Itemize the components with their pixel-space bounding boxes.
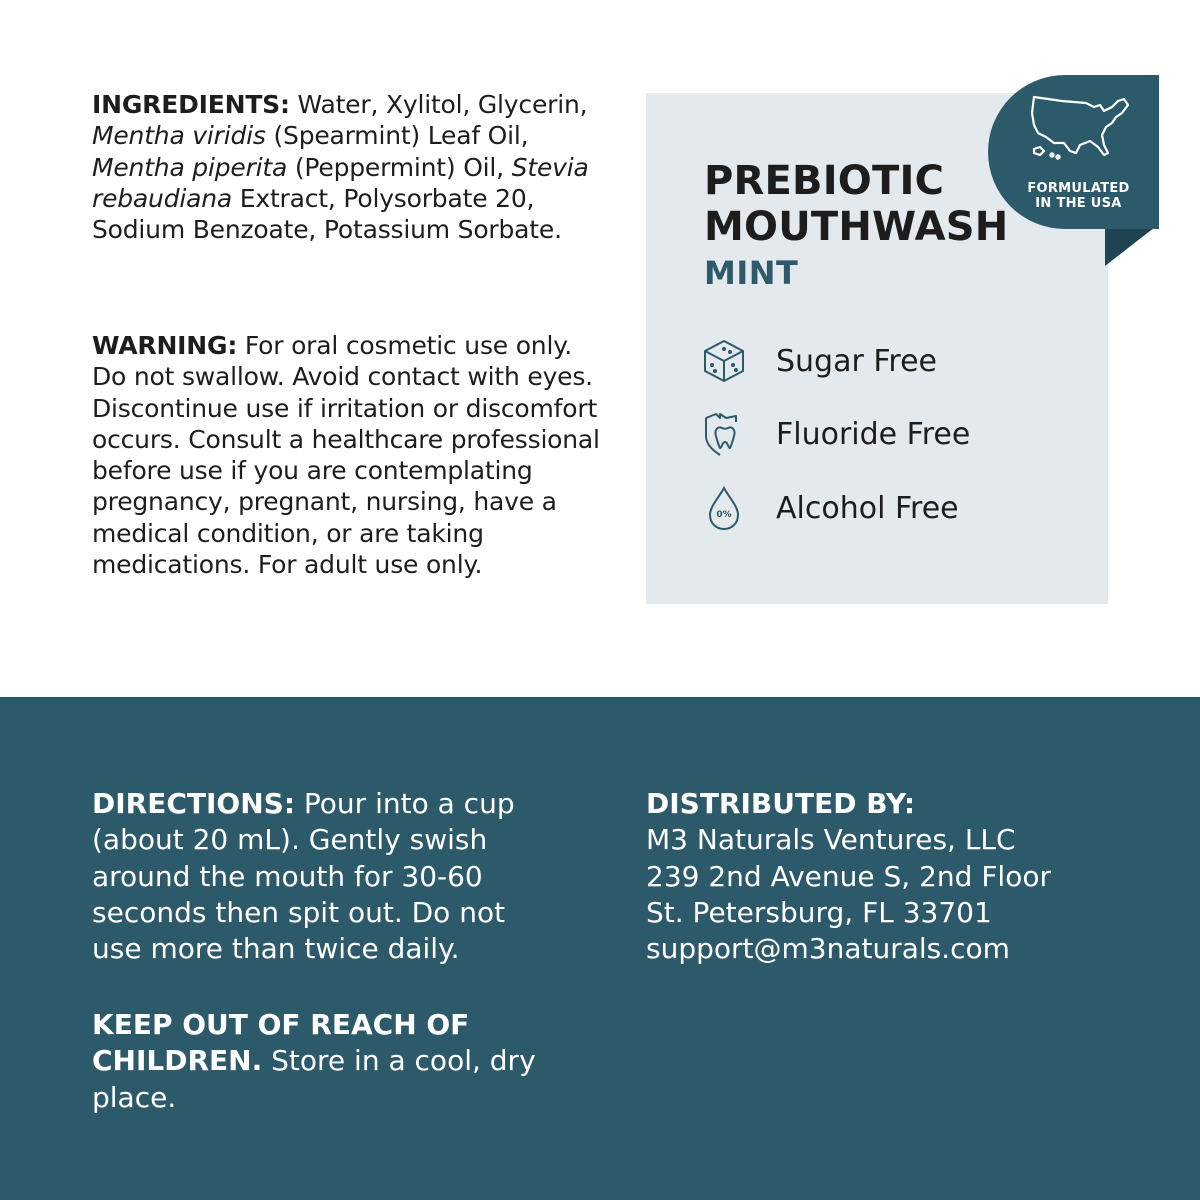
product-title (704, 158, 1008, 250)
drop-percent-icon (700, 484, 748, 532)
keep-out-block (92, 1007, 562, 1116)
ingredient-latin-name: Stevia rebaudiana (92, 152, 589, 213)
feature-fluoride-free (700, 410, 970, 458)
feature-sugar-free (700, 337, 937, 385)
directions-block (92, 786, 562, 967)
warning-text: For oral cosmetic use only. Do not swallow. Avoid contact with eyes. Discontinue use if irritation or discomfort occurs. Consult a healthcare professional before use if you are contemplating pregnancy, pregnant, nursing, have a medical condition, or are taking medications. For adult use only. (92, 331, 600, 580)
ingredient-latin-name: Mentha piperita (92, 152, 288, 182)
ingredients-block (92, 89, 612, 245)
keep-out-heading: KEEP OUT OF REACH OF CHILDREN. (92, 1008, 470, 1078)
badge-line: FORMULATED (1027, 181, 1130, 196)
feature-label: Fluoride Free (776, 416, 971, 452)
distributor-line: St. Petersburg, FL 33701 (646, 895, 992, 929)
shield-tooth-icon (700, 410, 748, 458)
warning-block (92, 330, 612, 580)
keep-out-text: Store in a cool, dry place. (92, 1044, 536, 1114)
product-variant: MINT (704, 254, 799, 292)
feature-label: Alcohol Free (776, 490, 959, 526)
product-title-line: MOUTHWASH (704, 204, 1009, 250)
feature-alcohol-free (700, 484, 959, 532)
usa-map-icon (1028, 91, 1132, 163)
made-in-usa-badge (988, 75, 1159, 229)
distributor-block (646, 786, 1116, 967)
sugar-cube-icon (700, 337, 748, 385)
distributor-heading: DISTRIBUTED BY: (646, 787, 916, 820)
ingredients-text: Water, Xylitol, Glycerin, (289, 90, 588, 119)
ingredients-text: (Spearmint) Leaf Oil, (265, 121, 529, 151)
distributor-line: M3 Naturals Ventures, LLC (646, 823, 1016, 857)
directions-heading: DIRECTIONS: (92, 787, 296, 820)
directions-text: Pour into a cup (about 20 mL). Gently swish around the mouth for 30-60 seconds then spit out. Do not use more than twice daily. (92, 787, 515, 966)
product-title-line: PREBIOTIC (704, 158, 945, 204)
badge-line: IN THE USA (1035, 196, 1122, 211)
support-email: support@m3naturals.com (646, 932, 1010, 966)
drop-percent-label: 0% (716, 510, 732, 520)
warning-heading: WARNING: (92, 331, 238, 360)
ingredients-text: Extract, Polysorbate 20, Sodium Benzoate, Potassium Sorbate. (92, 183, 562, 245)
ingredient-latin-name: Mentha viridis (92, 121, 266, 151)
feature-label: Sugar Free (776, 343, 938, 379)
ingredients-text: (Peppermint) Oil, (287, 152, 512, 182)
distributor-line: 239 2nd Avenue S, 2nd Floor (646, 859, 1051, 893)
badge-text (1006, 181, 1151, 211)
ingredients-heading: INGREDIENTS: (92, 90, 290, 119)
